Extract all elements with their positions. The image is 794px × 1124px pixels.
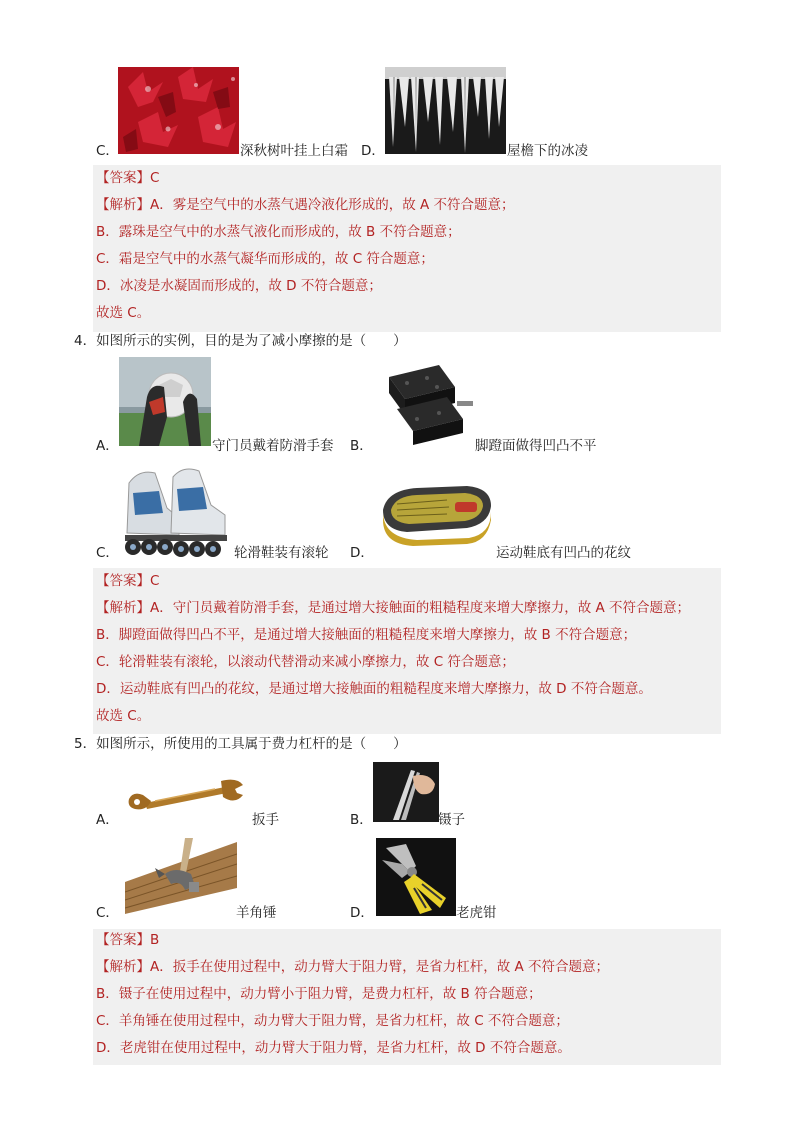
q3-analysis-line: C．霜是空气中的水蒸气凝华而形成的，故 C 符合题意； [96, 251, 434, 267]
q5-analysis-line: B．镊子在使用过程中，动力臂小于阻力臂，是费力杠杆，故 B 符合题意； [96, 986, 542, 1002]
q4-analysis-line: B．脚蹬面做得凹凸不平，是通过增大接触面的粗糙程度来增大摩擦力，故 B 不符合题意； [96, 627, 637, 643]
q4-option-b-letter: B． [350, 438, 373, 454]
q4-option-c-letter: C． [96, 545, 119, 561]
q3-option-c-letter: C． [96, 143, 119, 159]
q3-analysis-line: B．露珠是空气中的水蒸气液化而形成的，故 B 不符合题意； [96, 224, 461, 240]
q4-option-a-caption: 守门员戴着防滑手套 [212, 438, 334, 454]
pliers-image [376, 838, 456, 916]
q4-stem: 4．如图所示的实例，目的是为了减小摩擦的是（ ） [74, 333, 407, 349]
q5-option-a-caption: 扳手 [252, 812, 279, 828]
frosted-red-leaves-image [118, 67, 239, 154]
q4-analysis-line: 故选 C。 [96, 708, 151, 724]
q3-option-d-letter: D． [361, 143, 385, 159]
q5-option-c-caption: 羊角锤 [236, 905, 277, 921]
q3-analysis-line: D．冰凌是水凝固而形成的，故 D 不符合题意； [96, 278, 382, 294]
shoe-sole-image [377, 480, 495, 550]
roller-skates-image [119, 463, 232, 558]
q5-option-b-letter: B． [350, 812, 373, 828]
q3-analysis-line: 【解析】A．雾是空气中的水蒸气遇冷液化形成的，故 A 不符合题意； [96, 197, 515, 213]
q4-option-a-letter: A． [96, 438, 119, 454]
q3-option-d-caption: 屋檐下的冰凌 [507, 143, 588, 159]
bicycle-pedal-image [377, 357, 474, 446]
q3-answer-box [93, 165, 721, 332]
q4-answer: 【答案】C [96, 573, 160, 589]
q5-analysis-line: 【解析】A．扳手在使用过程中，动力臂大于阻力臂，是省力杠杆，故 A 不符合题意； [96, 959, 610, 975]
q4-option-c-caption: 轮滑鞋装有滚轮 [234, 545, 329, 561]
q5-option-b-caption: 镊子 [438, 812, 465, 828]
q5-option-d-letter: D． [350, 905, 374, 921]
q5-option-d-caption: 老虎钳 [456, 905, 497, 921]
q4-analysis-line: D．运动鞋底有凹凸的花纹，是通过增大接触面的粗糙程度来增大摩擦力，故 D 不符合题意。 [96, 681, 652, 697]
q5-stem: 5．如图所示，所使用的工具属于费力杠杆的是（ ） [74, 736, 407, 752]
q4-analysis-line: 【解析】A．守门员戴着防滑手套，是通过增大接触面的粗糙程度来增大摩擦力，故 A 不符合题意； [96, 600, 691, 616]
icicles-image [385, 67, 506, 154]
q5-answer: 【答案】B [96, 932, 160, 948]
wrench-image [125, 775, 245, 813]
q4-option-b-caption: 脚蹬面做得凹凸不平 [475, 438, 597, 454]
q4-option-d-caption: 运动鞋底有凹凸的花纹 [496, 545, 631, 561]
q3-answer: 【答案】C [96, 170, 160, 186]
q4-analysis-line: C．轮滑鞋装有滚轮，以滚动代替滑动来减小摩擦力，故 C 符合题意； [96, 654, 515, 670]
q5-analysis-line: D．老虎钳在使用过程中，动力臂大于阻力臂，是省力杠杆，故 D 不符合题意。 [96, 1040, 571, 1056]
q4-answer-box [93, 568, 721, 734]
q5-option-a-letter: A． [96, 812, 119, 828]
tweezers-image [373, 762, 439, 822]
q3-option-c-caption: 深秋树叶挂上白霜 [240, 143, 348, 159]
q4-option-d-letter: D． [350, 545, 374, 561]
q5-option-c-letter: C． [96, 905, 119, 921]
q5-analysis-line: C．羊角锤在使用过程中，动力臂大于阻力臂，是省力杠杆，故 C 不符合题意； [96, 1013, 569, 1029]
claw-hammer-image [125, 838, 237, 914]
goalkeeper-gloves-image [119, 357, 211, 446]
q3-analysis-line: 故选 C。 [96, 305, 151, 321]
